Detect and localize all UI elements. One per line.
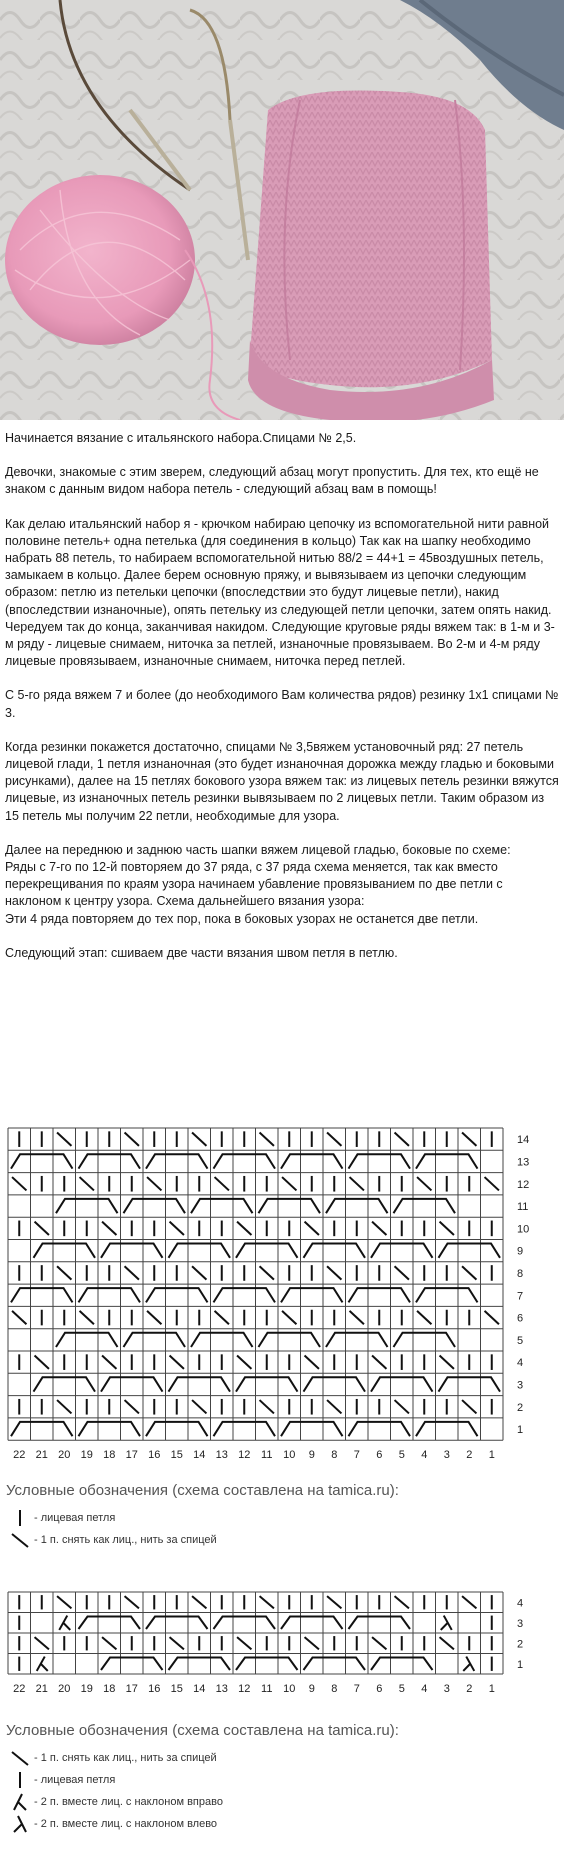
row-number: 7 [517,1290,524,1303]
slip-stitch-mark [395,1266,409,1279]
slip-stitch-mark [372,1355,386,1368]
slip-stitch-mark [35,1637,49,1649]
slip-stitch-mark [215,1177,229,1190]
slip-stitch-mark [35,1222,49,1235]
cable-cross-mark [79,1617,141,1630]
column-number: 12 [238,1449,251,1462]
paragraph: Следующий этап: сшиваем две части вязания швом петля в петлю. [5,945,398,960]
slip-stitch-mark [350,1177,364,1190]
column-number: 17 [125,1449,138,1462]
cable-cross-mark [349,1288,411,1302]
slip-stitch-mark [102,1355,116,1368]
cable-cross-mark [79,1422,141,1436]
cable-cross-mark [326,1333,388,1347]
cable-cross-mark [236,1658,298,1671]
cable-cross-mark [371,1244,433,1258]
column-number: 16 [148,1449,161,1462]
column-number: 15 [170,1683,183,1695]
column-number: 6 [376,1449,383,1462]
cable-cross-mark [349,1617,411,1630]
column-number: 3 [443,1683,450,1695]
column-number: 5 [398,1449,405,1462]
column-number: 11 [261,1683,273,1695]
slip-stitch-mark [57,1596,71,1608]
row-number: 2 [517,1638,524,1651]
cable-cross-mark [56,1333,118,1347]
column-number: 11 [261,1449,273,1462]
row-number: 10 [517,1223,530,1236]
slip-stitch-mark [170,1355,184,1368]
column-number: 15 [170,1449,183,1462]
column-number: 10 [283,1449,296,1462]
paragraph: Девочки, знакомые с этим зверем, следующий абзац могут пропустить. Для тех, кто ещё не знаком с данным видом набора петель - следующий абзац вам в помощь! [5,465,539,497]
cable-cross-mark [11,1422,73,1436]
k2tog-right-icon [6,1792,34,1812]
row-number: 4 [517,1597,524,1610]
legend-label: - лицевая петля [34,1774,116,1786]
legend-item [6,1813,399,1835]
cable-cross-mark [214,1288,276,1302]
legend-label: - 2 п. вместе лиц. с наклоном вправо [34,1796,223,1808]
slip-stitch-mark [57,1132,71,1145]
cable-cross-mark [146,1154,208,1168]
legend-item [6,1507,399,1529]
cable-cross-mark [101,1244,163,1258]
column-number: 17 [125,1683,138,1695]
slip-stitch-mark [170,1222,184,1235]
column-number: 10 [283,1683,296,1695]
cable-cross-mark [56,1199,118,1213]
legend-item [6,1529,399,1551]
slip-stitch-mark [147,1177,161,1190]
cable-cross-mark [281,1288,343,1302]
slip-stitch-mark [462,1266,476,1279]
column-number: 9 [308,1449,315,1462]
cable-cross-mark [281,1422,343,1436]
slip-stitch-mark [192,1400,206,1413]
slip-stitch-mark [485,1311,499,1324]
cable-cross-mark [304,1244,366,1258]
cable-cross-mark [394,1333,456,1347]
slip-stitch-mark [305,1355,319,1368]
legend-title: Условные обозначения (схема составлена на tamica.ru): [6,1482,399,1499]
slip-stitch-mark [305,1637,319,1649]
cable-cross-mark [169,1244,231,1258]
knitting-chart-main [0,1116,564,1476]
slip-stitch-mark [125,1266,139,1279]
slip-stitch-mark [282,1311,296,1324]
slip-stitch-mark [417,1311,431,1324]
row-number: 4 [517,1357,524,1370]
cable-cross-mark [101,1658,163,1671]
row-number: 9 [517,1245,524,1258]
column-number: 12 [238,1683,251,1695]
slip-stitch-mark [192,1596,206,1608]
slip-stitch-icon [6,1530,34,1550]
slip-stitch-mark [260,1596,274,1608]
cable-cross-mark [124,1333,186,1347]
cable-cross-mark [146,1422,208,1436]
column-number: 8 [331,1683,338,1695]
cable-cross-mark [34,1377,96,1391]
cable-cross-mark [11,1288,73,1302]
column-number: 5 [398,1683,405,1695]
slip-stitch-mark [462,1596,476,1608]
cable-cross-mark [416,1154,478,1168]
slip-stitch-mark [102,1637,116,1649]
column-number: 22 [13,1683,26,1695]
cable-cross-mark [191,1333,253,1347]
slip-stitch-mark [395,1132,409,1145]
slip-stitch-mark [35,1355,49,1368]
cable-cross-mark [439,1244,501,1258]
slip-stitch-mark [440,1222,454,1235]
slip-stitch-mark [12,1177,26,1190]
cable-cross-mark [304,1658,366,1671]
slip-stitch-mark [237,1222,251,1235]
knitted-hat-photo [0,0,564,420]
legend-item [6,1791,399,1813]
knit-stitch-icon [6,1508,34,1528]
cable-cross-mark [79,1154,141,1168]
row-number: 2 [517,1401,524,1414]
row-number: 13 [517,1156,530,1169]
knitting-chart-decrease [0,1580,564,1710]
slip-stitch-mark [485,1177,499,1190]
slip-stitch-mark [237,1637,251,1649]
row-number: 3 [517,1617,524,1630]
column-number: 2 [466,1449,473,1462]
column-number: 9 [308,1683,315,1695]
slip-stitch-mark [260,1132,274,1145]
cable-cross-mark [416,1422,478,1436]
k2tog-left-mark [463,1657,474,1671]
legend-decrease [6,1722,399,1835]
slip-stitch-mark [237,1355,251,1368]
slip-stitch-mark [102,1222,116,1235]
cable-cross-mark [11,1154,73,1168]
cable-cross-mark [191,1199,253,1213]
column-number: 3 [443,1449,450,1462]
row-number: 11 [517,1201,529,1214]
column-number: 18 [103,1683,116,1695]
legend-title: Условные обозначения (схема составлена на tamica.ru): [6,1722,399,1739]
slip-stitch-mark [440,1637,454,1649]
slip-stitch-mark [260,1400,274,1413]
slip-stitch-mark [462,1132,476,1145]
cable-cross-mark [304,1377,366,1391]
slip-stitch-mark [372,1222,386,1235]
slip-stitch-mark [57,1266,71,1279]
column-number: 19 [80,1683,93,1695]
slip-stitch-mark [305,1222,319,1235]
row-number: 14 [517,1134,530,1147]
column-number: 20 [58,1449,71,1462]
slip-stitch-mark [327,1596,341,1608]
column-number: 2 [466,1683,473,1695]
cable-cross-mark [439,1377,501,1391]
cable-cross-mark [169,1658,231,1671]
cable-cross-mark [146,1288,208,1302]
legend-label: - 1 п. снять как лиц., нить за спицей [34,1534,217,1546]
slip-stitch-mark [282,1177,296,1190]
cable-cross-mark [124,1199,186,1213]
row-number: 8 [517,1267,524,1280]
cable-cross-mark [349,1422,411,1436]
slip-stitch-mark [192,1266,206,1279]
column-number: 6 [376,1683,383,1695]
row-number: 1 [517,1658,524,1671]
legend-item [6,1747,399,1769]
cable-cross-mark [281,1154,343,1168]
cable-cross-mark [214,1422,276,1436]
cable-cross-mark [281,1617,343,1630]
paragraph: Далее на переднюю и заднюю часть шапки вяжем лицевой гладью, боковые по схеме: Ряды с 7-го по 12-й повторяем до 37 ряда, с 37 ряда схема меняется, так как вместо перекрещивания по краям узора начинаем убавление провязыванием по две петли с наклоном к центру узора. Схема дальнейшего вязания узора: Эти 4 ряда повторяем до тех пор, пока в боковых узорах не останется две петли. [5,842,511,926]
slip-stitch-mark [440,1355,454,1368]
column-number: 14 [193,1683,206,1695]
cable-cross-mark [214,1617,276,1630]
slip-stitch-mark [192,1132,206,1145]
cable-cross-mark [214,1154,276,1168]
column-number: 8 [331,1449,338,1462]
slip-stitch-mark [170,1637,184,1649]
column-number: 13 [215,1683,228,1695]
cable-cross-mark [169,1377,231,1391]
cable-cross-mark [371,1658,433,1671]
slip-stitch-mark [327,1400,341,1413]
column-number: 21 [35,1449,48,1462]
row-number: 3 [517,1379,524,1392]
k2tog-right-mark [37,1657,48,1671]
paragraph: Как делаю итальянский набор я - крючком набираю цепочку из вспомогательной нити равной половине петель+ одна петелька (для соединения в кольцо) Так как на шапку необходимо набрать 88 петель, то набираем вспомогательной нитью 88/2 = 44+1 = 45воздушных петель, замыкаем в кольцо. Далее берем основную пряжу, и вывязываем из цепочки следующим образом: петлю из петельки цепочки (впоследствии это будут лицевые петли), накид (впоследствии изнаночные), опять петельку из следующей петли цепочки, затем опять накид. Чередуем так до конца, заканчивая накидом. Следующие круговые ряды вяжем так: в 1-м и 3-м ряду - лицевые снимаем, ниточка за петлей, изнаночные провязываем. Во 2-м и 4-м ряду лицевые провязываем, изнаночные снимаем, ниточка перед петлей. [5,516,555,669]
slip-stitch-mark [417,1177,431,1190]
slip-stitch-mark [125,1400,139,1413]
cable-cross-mark [259,1199,321,1213]
slip-stitch-mark [57,1400,71,1413]
row-number: 1 [517,1424,524,1437]
slip-stitch-mark [372,1637,386,1649]
slip-stitch-mark [12,1311,26,1324]
column-number: 22 [13,1449,26,1462]
legend-label: - 2 п. вместе лиц. с наклоном влево [34,1818,218,1830]
slip-stitch-mark [80,1311,94,1324]
legend-label: - лицевая петля [34,1512,116,1524]
column-number: 16 [148,1683,161,1695]
slip-stitch-mark [125,1596,139,1608]
slip-stitch-icon [6,1748,34,1768]
column-number: 13 [215,1449,228,1462]
column-number: 1 [488,1683,495,1695]
k2tog-left-mark [441,1616,452,1630]
row-number: 6 [517,1312,524,1325]
column-number: 20 [58,1683,71,1695]
slip-stitch-mark [395,1596,409,1608]
slip-stitch-mark [260,1266,274,1279]
legend-label: - 1 п. снять как лиц., нить за спицей [34,1752,217,1764]
column-number: 4 [421,1449,428,1462]
legend-item [6,1769,399,1791]
cable-cross-mark [371,1377,433,1391]
cable-cross-mark [146,1617,208,1630]
slip-stitch-mark [147,1311,161,1324]
slip-stitch-mark [125,1132,139,1145]
slip-stitch-mark [395,1400,409,1413]
cable-cross-mark [326,1199,388,1213]
row-number: 5 [517,1334,524,1347]
legend-main [6,1482,399,1551]
cable-cross-mark [394,1199,456,1213]
paragraph: Когда резинки покажется достаточно, спицами № 3,5вяжем установочный ряд: 27 петель лицевой глади, 1 петля изнаночная (это будет изнаночная дорожка между гладью и боковыми рисунками), далее на 15 петлях бокового узора вяжем так: из лицевых петель резинки вяжутся лицевые, из изнаночных петель резинки вывязываем по 2 лицевых петли. Таким образом из 15 петель мы получим 22 петли, необходимые для узора. [5,739,559,823]
column-number: 19 [80,1449,93,1462]
cable-cross-mark [236,1244,298,1258]
paragraph: Начинается вязание с итальянского набора.Спицами № 2,5. [5,431,357,445]
cable-cross-mark [236,1377,298,1391]
cable-cross-mark [79,1288,141,1302]
cable-cross-mark [34,1244,96,1258]
cable-cross-mark [259,1333,321,1347]
slip-stitch-mark [80,1177,94,1190]
paragraph: С 5-го ряда вяжем 7 и более (до необходимого Вам количества рядов) резинку 1х1 спицами № 3. [5,688,559,720]
slip-stitch-mark [327,1266,341,1279]
column-number: 14 [193,1449,206,1462]
k2tog-left-icon [6,1814,34,1834]
k2tog-right-mark [59,1616,70,1630]
row-number: 12 [517,1178,530,1191]
slip-stitch-mark [327,1132,341,1145]
cable-cross-mark [349,1154,411,1168]
column-number: 7 [353,1449,360,1462]
column-number: 21 [35,1683,48,1695]
knit-stitch-icon [6,1770,34,1790]
column-number: 7 [353,1683,360,1695]
column-number: 18 [103,1449,116,1462]
cable-cross-mark [101,1377,163,1391]
column-number: 4 [421,1683,428,1695]
slip-stitch-mark [350,1311,364,1324]
column-number: 1 [488,1449,495,1462]
article-text [5,430,559,979]
slip-stitch-mark [462,1400,476,1413]
slip-stitch-mark [215,1311,229,1324]
cable-cross-mark [416,1288,478,1302]
